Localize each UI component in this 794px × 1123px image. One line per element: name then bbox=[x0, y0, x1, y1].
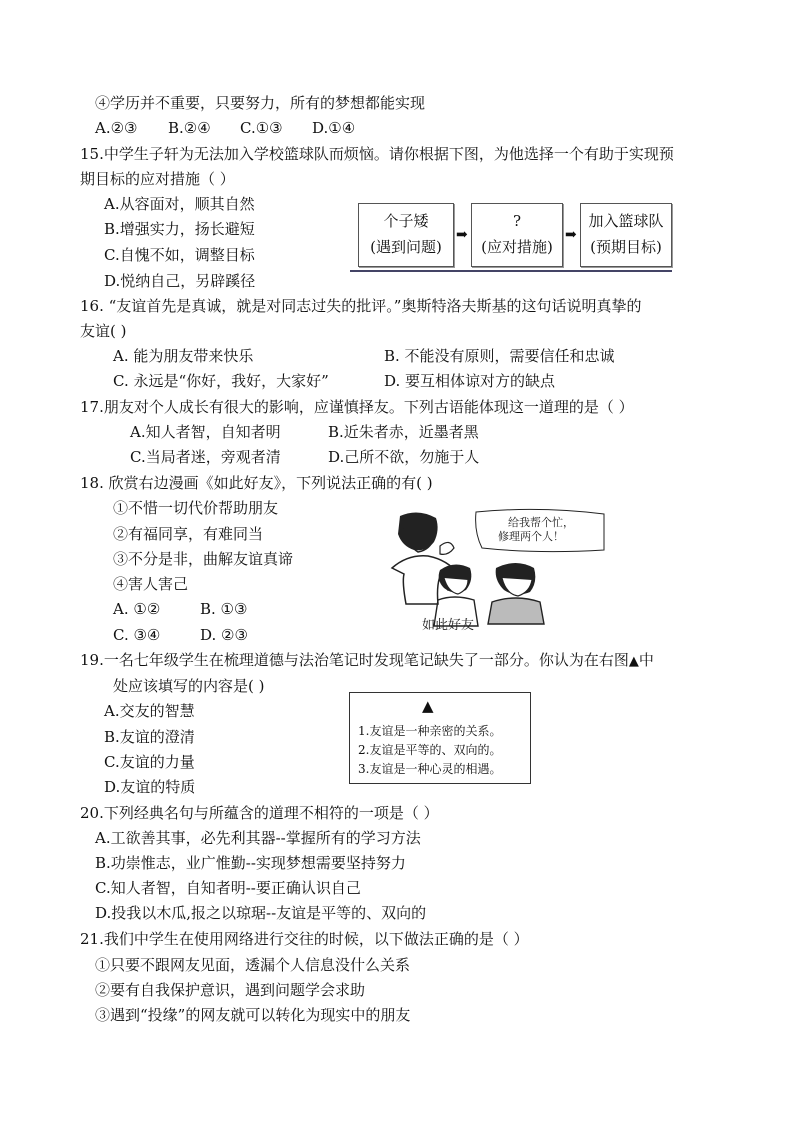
q19-option-b: B.友谊的澄清 bbox=[104, 728, 195, 746]
flow-goal-caption: (预期目标) bbox=[590, 238, 662, 256]
q14-option-b: B.②④ bbox=[168, 119, 211, 137]
q14-item4: ④学历并不重要，只要努力，所有的梦想都能实现 bbox=[95, 94, 426, 112]
note-line-3: 3.友谊是一种心灵的相遇。 bbox=[358, 762, 502, 776]
cartoon-speech-line-2: 修理两个人！ bbox=[498, 530, 564, 543]
q21-item-1: ①只要不跟网友见面，透漏个人信息没什么关系 bbox=[95, 956, 411, 974]
q20-stem: 20.下列经典名句与所蕴含的道理不相符的一项是（ ） bbox=[80, 804, 439, 822]
q18-option-b: B. ①③ bbox=[200, 600, 248, 618]
q18-item-1: ①不惜一切代价帮助朋友 bbox=[113, 499, 279, 517]
q21-item-2: ②要有自我保护意识，遇到问题学会求助 bbox=[95, 981, 366, 999]
q20-option-c: C.知人者智，自知者明--要正确认识自己 bbox=[95, 879, 361, 897]
q15-stem-cont: 期目标的应对措施（ ） bbox=[80, 170, 235, 188]
q16-option-d: D. 要互相体谅对方的缺点 bbox=[384, 372, 556, 390]
q18-stem: 18. 欣赏右边漫画《如此好友》，下列说法正确的有( ) bbox=[80, 474, 433, 492]
q15-option-b: B.增强实力，扬长避短 bbox=[104, 220, 255, 238]
q15-option-d: D.悦纳自己，另辟蹊径 bbox=[104, 272, 256, 290]
q19-option-d: D.友谊的特质 bbox=[104, 778, 196, 796]
arrow-right-icon: ➡ bbox=[565, 227, 577, 243]
flow-problem-caption: (遇到问题) bbox=[370, 238, 442, 256]
q16-option-c: C. 永远是“你好，我好，大家好” bbox=[113, 372, 329, 390]
cartoon-caption: 如此好友 bbox=[422, 618, 475, 632]
q19-option-a: A.交友的智慧 bbox=[104, 702, 195, 720]
note-line-1: 1.友谊是一种亲密的关系。 bbox=[358, 724, 502, 738]
q14-option-a: A.②③ bbox=[95, 119, 138, 137]
q16-stem: 16. “友谊首先是真诚，就是对同志过失的批评。”奥斯特洛夫斯基的这句话说明真挚的 bbox=[80, 297, 642, 315]
q20-option-b: B.功崇惟志，业广惟勤--实现梦想需要坚持努力 bbox=[95, 854, 406, 872]
q17-option-b: B.近朱者赤，近墨者黑 bbox=[328, 423, 479, 441]
flow-measure-caption: (应对措施) bbox=[481, 238, 553, 256]
q14-option-d: D.①④ bbox=[312, 119, 356, 137]
q19-stem-cont: 处应该填写的内容是( ) bbox=[113, 677, 265, 695]
note-line-2: 2.友谊是平等的、双向的。 bbox=[358, 743, 502, 757]
flow-baseline bbox=[350, 270, 672, 272]
flow-problem-label: 个子矮 bbox=[383, 212, 429, 230]
triangle-icon: ▲ bbox=[628, 654, 639, 669]
flow-box-measure bbox=[471, 203, 563, 267]
q15-stem: 15.中学生子轩为无法加入学校篮球队而烦恼。请你根据下图，为他选择一个有助于实现预 bbox=[80, 145, 674, 163]
q17-option-a: A.知人者智，自知者明 bbox=[130, 423, 281, 441]
q16-option-b: B. 不能没有原则，需要信任和忠诚 bbox=[384, 347, 615, 365]
q19-stem-text: 19.一名七年级学生在梳理道德与法治笔记时发现笔记缺失了一部分。你认为在右图 bbox=[80, 651, 629, 669]
q20-option-d: D.投我以木瓜,报之以琼琚--友谊是平等的、双向的 bbox=[95, 904, 427, 922]
q20-option-a: A.工欲善其事，必先利其器--掌握所有的学习方法 bbox=[95, 829, 421, 847]
flow-box-problem bbox=[358, 203, 454, 267]
q17-option-c: C.当局者迷，旁观者清 bbox=[130, 448, 281, 466]
q19-stem-end: 中 bbox=[638, 651, 654, 669]
q15-option-a: A.从容面对，顺其自然 bbox=[104, 195, 255, 213]
q16-option-a: A. 能为朋友带来快乐 bbox=[113, 347, 254, 365]
q17-option-d: D.己所不欲，勿施于人 bbox=[328, 448, 480, 466]
cartoon-drawing bbox=[378, 508, 610, 632]
q15-option-c: C.自愧不如，调整目标 bbox=[104, 246, 255, 264]
flow-box-goal bbox=[580, 203, 672, 267]
q19-note-box bbox=[349, 692, 531, 784]
q18-option-c: C. ③④ bbox=[113, 626, 161, 644]
cartoon-image bbox=[378, 508, 610, 632]
q18-option-d: D. ②③ bbox=[200, 626, 248, 644]
arrow-right-icon: ➡ bbox=[456, 227, 468, 243]
q19-option-c: C.友谊的力量 bbox=[104, 753, 195, 771]
q16-stem-cont: 友谊( ) bbox=[80, 322, 127, 340]
q19-stem bbox=[80, 650, 654, 672]
q18-item-3: ③不分是非，曲解友谊真谛 bbox=[113, 550, 294, 568]
q21-stem: 21.我们中学生在使用网络进行交往的时候，以下做法正确的是（ ） bbox=[80, 930, 529, 948]
flow-measure-label: ? bbox=[512, 212, 522, 230]
q18-item-2: ②有福同享，有难同当 bbox=[113, 525, 264, 543]
q21-item-3: ③遇到“投缘”的网友就可以转化为现实中的朋友 bbox=[95, 1006, 411, 1024]
q18-item-4: ④害人害己 bbox=[113, 575, 189, 593]
cartoon-speech-line-1: 给我帮个忙， bbox=[508, 516, 574, 529]
q17-stem: 17.朋友对个人成长有很大的影响，应谨慎择友。下列古语能体现这一道理的是（ ） bbox=[80, 398, 634, 416]
q14-option-c: C.①③ bbox=[240, 119, 283, 137]
flow-goal-label: 加入篮球队 bbox=[588, 212, 664, 230]
triangle-icon: ▲ bbox=[422, 697, 434, 715]
q18-option-a: A. ①② bbox=[113, 600, 161, 618]
